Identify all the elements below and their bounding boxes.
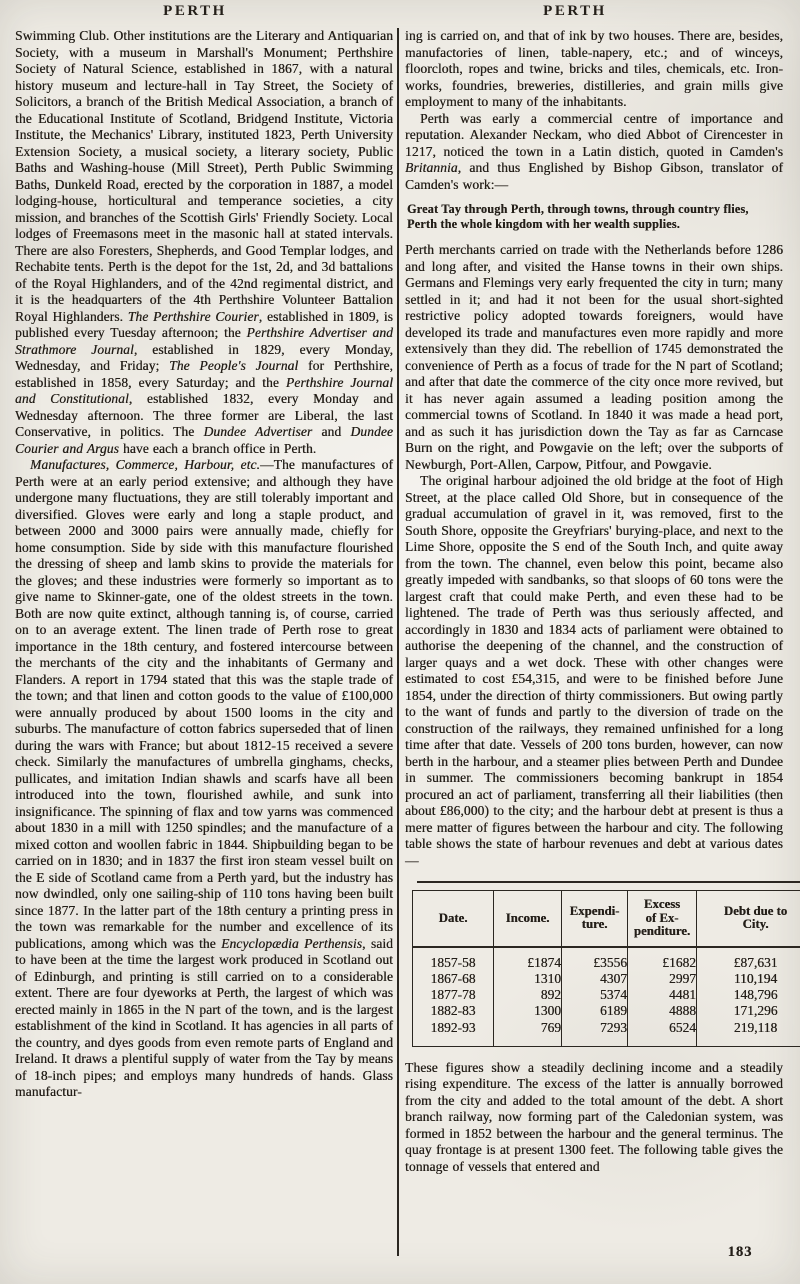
table-header-income: Income. (494, 891, 562, 947)
table-cell: 4307 (562, 971, 628, 987)
running-head-left: PERTH (163, 3, 227, 19)
table-header-expenditure: Expendi- ture. (562, 891, 628, 947)
table-row (413, 1003, 800, 1019)
harbour-revenues-table (412, 890, 800, 1047)
table-cell: 219,118 (697, 1020, 800, 1047)
table-cell: 6189 (562, 1003, 628, 1019)
table-cell: 5374 (562, 987, 628, 1003)
table-header-date: Date. (413, 891, 494, 947)
column-left (15, 28, 393, 1101)
table-row (413, 987, 800, 1003)
verse-line: Perth the whole kingdom with her wealth supplies. (407, 217, 680, 231)
verse-line: Great Tay through Perth, through towns, through country flies, (407, 202, 749, 216)
page-number: 183 (727, 1244, 753, 1260)
table-cell: 1882-83 (430, 1003, 476, 1019)
table-cell: 1877-78 (430, 987, 476, 1003)
paragraph-merchants-trade: Perth merchants carried on trade with the Netherlands before 1286 and long after, and visited the Hanse towns in their own ships. Germans and Flemings very early frequented the city in turn; many settled in it; and had it not been for the usual short-sighted restrictive policy adopted towards foreigners, would have developed its trade and manufactures even more rapidly and more extensively than they did. The rebellion of 1745 demonstrated the convenience of Perth as a focus of trade for the N part of Scotland; and after that date the commerce of the city once more revived, but it has never again assumed a leading position among the commercial towns of Scotland. In 1840 it was made a head port, and as such it has jurisdiction down the Tay as far as Carncase Burn on the right, and Powgavie on the left; over the subports of Newburgh, Port-Allen, Carpow, Pitfour, and Powgavie. (405, 242, 783, 472)
paragraph-industries-continued: ing is carried on, and that of ink by two houses. There are, besides, manufactories of linen, table-napery, etc.; and of winceys, floorcloth, ropes and twine, bricks and tiles, chemicals, etc. Iron-works, foundries, breweries, distilleries, and grain mills give employment to many of the inhabitants. (405, 28, 783, 109)
table-cell: £1874 (494, 947, 562, 971)
table-cell: 1892-93 (430, 1019, 476, 1035)
table-cell: 1310 (494, 971, 562, 987)
table-cell: 110,194 (697, 971, 800, 987)
table-row (413, 947, 800, 971)
table-cell: 148,796 (697, 987, 800, 1003)
paragraph-original-harbour: The original harbour adjoined the old bridge at the foot of High Street, at the place called Old Shore, but in consequence of the gradual accumulation of gravel in it, was removed, first to the South Shore, opposite the Greyfriars' burying-place, and next to the Lime Shore, opposite the S end of the South Inch, and quite away from the town. The channel, even below this point, became also greatly impeded with sandbanks, so that sloops of 60 tons were the largest craft that could make Perth, and even these had to be lightened. The trade of Perth was thus seriously affected, and accordingly in 1830 and 1834 acts of parliament were obtained to authorise the deepening of the channel, and the construction of larger quays and a wet dock. These with other changes were estimated to cost £54,315, and were to be finished before June 1854, under the direction of thirty commissioners. But owing partly to the want of funds and partly to the diversion of trade on the construction of the railways, they remained unfinished for a long time after that date. Vessels of 200 tons burden, however, can now berth in the harbour, and a steamer plies between Perth and Dundee in summer. The commissioners becoming bankrupt in 1854 procured an act of parliament, transferring all their liabilities (then about £86,000) to the city; and the harbour debt at present is thus a mere matter of figures between the harbour and city. The following table shows the state of harbour revenues and debt at various dates— (405, 473, 783, 868)
table-cell: 892 (494, 987, 562, 1003)
paragraph-manufactures: Manufactures, Commerce, Harbour, etc.—The manufactures of Perth were at an early period extensive; and although they have undergone many fluctuations, they are still tolerably important and diversified. Gloves were early and long a staple product, and between 2000 and 3000 pairs were annually made, chiefly for home consumption. Side by side with this manufacture flourished the dressing of sheep and lamb skins to provide the materials for the gloves; and these industries were formerly so important as to give name to Skinner-gate, one of the oldest streets in the town. Both are now quite extinct, although tanning is, of course, carried on to an average extent. The linen trade of Perth rose to great importance in the 18th century, and fostered intercourse between the merchants of the city and the inhabitants of Germany and Flanders. A report in 1794 stated that this was the staple trade of the town; and that linen and cotton goods to the value of £100,000 were annually produced by about 1500 looms in the city and suburbs. The manufacture of cotton fabrics superseded that of linen during the wars with France; but about 1812-15 received a severe check. Similarly the manufactures of umbrella ginghams, checks, pullicates, and imitation Indian shawls and scarfs have all been introduced into the town, flourished awhile, and sunk into insignificance. The spinning of flax and tow yarns was commenced about 1830 in a mill with 1250 spindles; and the manufacture of a mixed cotton and woollen fabric in 1844. Shipbuilding began to be carried on in 1830; and in 1837 the first iron steam vessel built on the E side of Scotland came from a Perth yard, but the industry has now dwindled, only one sailing-ship of 110 tons having been built since 1877. In the latter part of the 18th century a printing press in the town was remarkable for the number and excellence of its publications, among which was the Encyclopædia Perthensis, said to have been at the time the largest work produced in Scotland out of Edinburgh, and printing is still carried on to a considerable extent. There are four dyeworks at Perth, the largest of which was erected mainly in 1865 in the N part of the town, and is the largest establishment of the kind in Scotland. It has agencies in all parts of the country, and dyes goods from even remote parts of England and Ireland. It draws a plentiful supply of water from the Tay by means of 18-inch pipes; and employs many hundreds of hands. Glass manufactur- (15, 457, 393, 1099)
table-cell: 1867-68 (430, 970, 476, 986)
table-row (413, 1020, 800, 1047)
table-top-rule (417, 881, 800, 883)
table-cell: 6524 (628, 1020, 697, 1047)
running-head-right: PERTH (543, 3, 607, 19)
table-cell: 171,296 (697, 1003, 800, 1019)
table-cell: 769 (494, 1020, 562, 1047)
harbour-table-block (405, 881, 788, 1047)
table-cell: 4481 (628, 987, 697, 1003)
table-cell: 4888 (628, 1003, 697, 1019)
table-cell: 2997 (628, 971, 697, 987)
table-cell: 1300 (494, 1003, 562, 1019)
table-cell: 7293 (562, 1020, 628, 1047)
table-cell: £1682 (628, 947, 697, 971)
table-header-row (413, 891, 800, 947)
table-cell: £87,631 (697, 947, 800, 971)
column-right (405, 28, 788, 1175)
table-row (413, 971, 800, 987)
paragraph-figures-summary: These figures show a steadily declining income and a steadily rising expenditure. The excess of the latter is annually borrowed from the city and added to the total amount of the debt. A short branch railway, now forming part of the Caledonian system, was formed in 1852 between the harbour and the general terminus. The quay frontage is at present 1300 feet. The following table gives the tonnage of vessels that entered and (405, 1059, 783, 1174)
verse-quote (407, 202, 783, 232)
column-divider-rule (397, 28, 399, 1256)
paragraph-institutions: Swimming Club. Other institutions are the Literary and Antiquarian Society, with a museum in Marshall's Monument; Perthshire Society of Natural Science, established in 1867, with a natural history museum and lecture-hall in Tay Street, the Society of Solicitors, a branch of the British Medical Association, a branch of the Educational Institute of Scotland, Bridgend Institute, Victoria Institute, the Mechanics' Library, instituted 1823, Perth University Extension Society, a musical society, a literary society, Public Baths and Washing-house (Mill Street), Perth Public Swimming Baths, Dunkeld Road, erected by the corporation in 1887, a model lodging-house, horticultural and temperance societies, a city mission, and branches of the Scottish Girls' Friendly Society. Local lodges of Freemasons meet in the masonic hall at stated intervals. There are also Foresters, Shepherds, and Good Templar lodges, and Rechabite tents. Perth is the depot for the 1st, 2d, and 3d battalions of the Royal Highlanders, and of the 42nd regimental district, and it is the headquarters of the 4th Perthshire Volunteer Battalion Royal Highlanders. The Perthshire Courier, established in 1809, is published every Tuesday afternoon; the Perthshire Advertiser and Strathmore Journal, established in 1829, every Monday, Wednesday, and Friday; The People's Journal for Perthshire, established in 1858, every Saturday; and the Perthshire Journal and Constitutional, established 1832, every Monday and Wednesday afternoon. The three former are Liberal, the last Conservative, in politics. The Dundee Advertiser and Dundee Courier and Argus have each a branch office in Perth. (15, 28, 394, 456)
paragraph-commercial-centre: Perth was early a commercial centre of importance and reputation. Alexander Neckam, who died Abbot of Cirencester in 1217, noticed the town in a Latin distich, quoted in Camden's Britannia, and thus Englished by Bishop Gibson, translator of Camden's work:— (405, 110, 783, 192)
table-header-excess: Excess of Ex- penditure. (628, 891, 697, 947)
table-header-debt: Debt due to City. (697, 891, 800, 947)
table-cell: £3556 (562, 947, 628, 971)
table-cell: 1857-58 (430, 954, 476, 970)
